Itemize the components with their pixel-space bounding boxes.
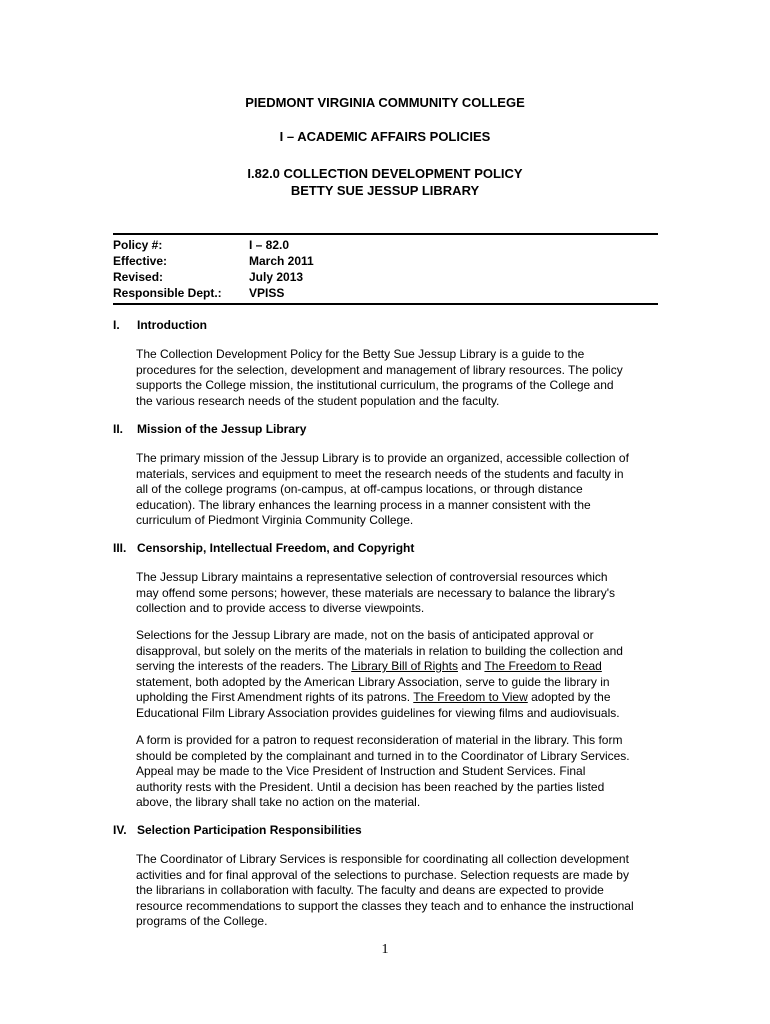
section-number: IV. <box>113 823 127 837</box>
meta-value: VPISS <box>249 286 285 300</box>
meta-row-policy <box>113 237 658 253</box>
paragraph-reconsideration: A form is provided for a patron to request reconsideration of material in the library. This form should be completed by the complainant and turned in to the Coordinator of Library Services. Appeal may be made to the Vice President of Instruction and Student Services. Final authority rests with the President. Until a decision has been reached by the parties listed above, the library shall take no action on the material. <box>136 733 630 809</box>
section-number: II. <box>113 422 124 436</box>
meta-label: Responsible Dept.: <box>113 286 222 300</box>
section-number: I. <box>113 318 120 332</box>
policy-meta-table <box>113 233 658 305</box>
section-heading-selection-responsibilities <box>113 822 362 838</box>
meta-row-effective <box>113 253 658 269</box>
meta-row-responsible-dept <box>113 285 658 301</box>
meta-label: Policy #: <box>113 238 163 252</box>
policy-title: I.82.0 COLLECTION DEVELOPMENT POLICY <box>247 166 523 181</box>
meta-row-revised <box>113 269 658 285</box>
selections-text: statement, both adopted by the American Library Association, serve to guide the library in upholding the First Amendment rights of its patrons. <box>136 674 610 704</box>
section-title: Selection Participation Responsibilities <box>137 823 362 837</box>
section-title: Censorship, Intellectual Freedom, and Copyright <box>137 541 415 555</box>
paragraph-selection-responsibilities: The Coordinator of Library Services is responsible for coordinating all collection development activities and for final approval of the selections to purchase. Selection requests are made by the librarians in collaboration with faculty. The faculty and deans are expected to provide resource recommendations to support the classes they teach and to enhance the instructional programs of the College. <box>136 852 634 928</box>
section-heading-mission <box>113 421 306 437</box>
college-name: PIEDMONT VIRGINIA COMMUNITY COLLEGE <box>245 95 525 110</box>
selections-text: Selections for the Jessup Library are made, not on the basis of anticipated approval or disapproval, but solely on the merits of the materials in relation to building the collection and serving the interests of the readers. The <box>136 628 623 673</box>
paragraph-controversial-resources: The Jessup Library maintains a representative selection of controversial resources which may offend some persons; however, these materials are necessary to balance the library's collection and to provide access to diverse viewpoints. <box>136 570 615 615</box>
meta-label: Effective: <box>113 254 168 268</box>
meta-value: March 2011 <box>249 254 314 268</box>
meta-value: I – 82.0 <box>249 238 290 252</box>
section-heading-censorship <box>113 540 414 556</box>
freedom-to-view-link[interactable]: The Freedom to View <box>413 690 528 704</box>
section-title: Mission of the Jessup Library <box>137 422 307 436</box>
paragraph-mission: The primary mission of the Jessup Library is to provide an organized, accessible collection of materials, services and equipment to meet the research needs of the students and faculty in all of the college programs (on-campus, at off-campus locations, or through distance education). The library enhances the learning process in a manner consistent with the curriculum of Piedmont Virginia Community College. <box>136 451 629 527</box>
page-number: 1 <box>381 942 389 957</box>
section-heading-introduction <box>113 317 207 333</box>
meta-label: Revised: <box>113 270 164 284</box>
paragraph-selections <box>136 628 661 721</box>
section-number: III. <box>113 541 127 555</box>
section-title: Introduction <box>137 318 207 332</box>
library-name: BETTY SUE JESSUP LIBRARY <box>290 183 480 198</box>
selections-text: and <box>457 659 485 673</box>
paragraph-introduction: The Collection Development Policy for the Betty Sue Jessup Library is a guide to the procedures for the selection, development and management of library resources. The policy supports the College mission, the institutional curriculum, the programs of the College and the various research needs of the student population and the faculty. <box>136 347 623 408</box>
meta-value: July 2013 <box>249 270 304 284</box>
division-title: I – ACADEMIC AFFAIRS POLICIES <box>279 129 491 144</box>
selections-text: adopted by the Educational Film Library Association provides guidelines for viewing films and audiovisuals. <box>136 690 620 720</box>
library-bill-of-rights-link[interactable]: Library Bill of Rights <box>351 659 458 673</box>
freedom-to-read-link[interactable]: The Freedom to Read <box>484 659 602 673</box>
